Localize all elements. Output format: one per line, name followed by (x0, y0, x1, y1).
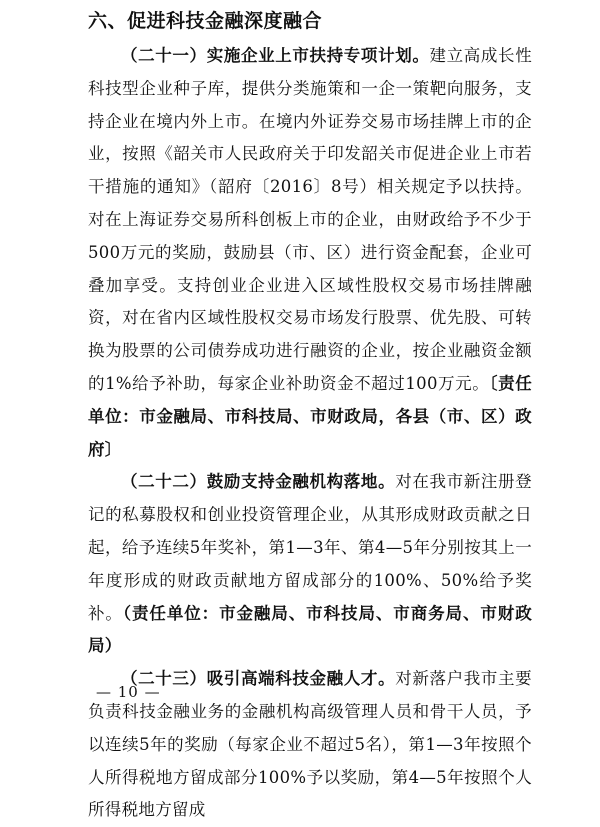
paragraph-21 (88, 40, 532, 466)
section-heading: 六、促进科技金融深度融合 (88, 10, 323, 32)
page-number: — 10 — (96, 683, 161, 701)
paragraph-text: 对在我市新注册登记的私募股权和创业投资管理企业，从其形成财政贡献之日起，给予连续5年奖补，第1—3年、第4—5年分别按其上一年度形成的财政贡献地方留成部分的100%、50%给予奖补。 (88, 472, 532, 623)
paragraph-lead: （二十一）实施企业上市扶持专项计划。 (121, 46, 430, 65)
responsible-units: （责任单位：市金融局、市科技局、市商务局、市财政局） (88, 603, 532, 656)
paragraph-text: 对新落户我市主要负责科技金融业务的金融机构高级管理人员和骨干人员，予以连续5年的奖励（每家企业不超过5名），第1—3年按照个人所得税地方留成部分100%予以奖励，第4—5年按照个人所得税地方留成 (88, 669, 532, 820)
paragraph-22 (88, 466, 532, 663)
paragraph-lead: （二十三）吸引高端科技金融人才。 (121, 669, 396, 689)
responsible-units: 〔责任单位：市金融局、市科技局、市财政局，各县（市、区）政府〕 (88, 373, 533, 459)
body-text (88, 40, 532, 827)
paragraph-text: 建立高成长性科技型企业种子库，提供分类施策和一企一策靶向服务，支持企业在境内外上市。在境内外证券交易市场挂牌上市的企业，按照《韶关市人民政府关于印发韶关市促进企业上市若干措施的通知》（韶府〔2016〕8号）相关规定予以扶持。对在上海证券交易所科创板上市的企业，由财政给予不少于500万元的奖励，鼓励县（市、区）进行资金配套，企业可叠加享受。支持创业企业进入区域性股权交易市场挂牌融资，对在省内区域性股权交易市场发行股票、优先股、可转换为股票的公司债券成功进行融资的企业，按企业融资金额的1%给予补助，每家企业补助资金不超过100万元。 (88, 46, 532, 393)
paragraph-lead: （二十二）鼓励支持金融机构落地。 (121, 472, 396, 492)
